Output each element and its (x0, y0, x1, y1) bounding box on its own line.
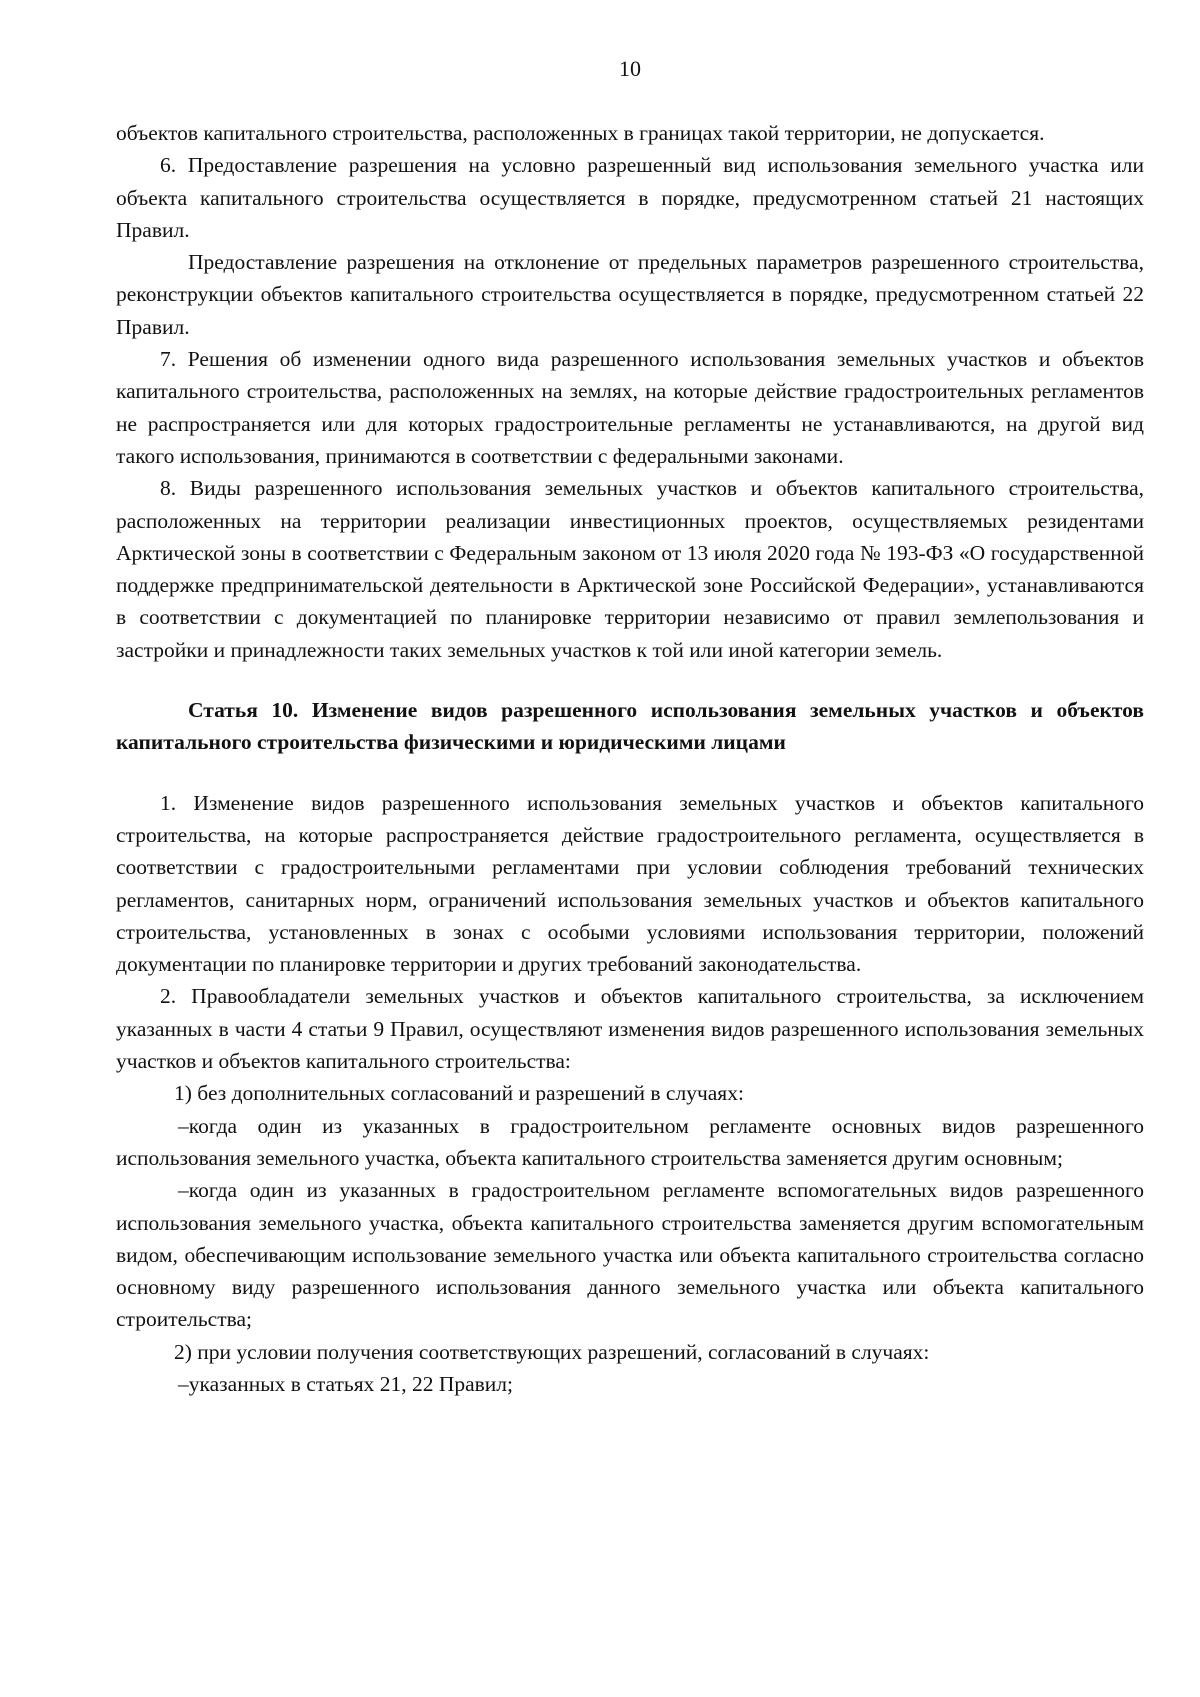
paragraph-item-6: 6. Предоставление разрешения на условно разрешенный вид использования земельного участка или объекта капитального строительства осуществляется в порядке, предусмотренном статьей 21 настоящих Правил. (116, 153, 1144, 242)
paragraph-item-8: 8. Виды разрешенного использования земельных участков и объектов капитального строительства, расположенных на территории реализации инвестиционных проектов, осуществляемых резидентами Арктической зоны в соответствии с Федеральным законом от 13 июля 2020 года № 193-ФЗ «О государственной поддержке предпринимательской деятельности в Арктической зоне Российской Федерации», устанавливаются в соответствии с документацией по планировке территории независимо от правил землепользования и застройки и принадлежности таких земельных участков к той или иной категории земель. (116, 476, 1144, 662)
article-dash-item-2: –когда один из указанных в градостроительном регламенте вспомогательных видов разрешенного использования земельного участка, объекта капитального строительства заменяется другим вспомогательным видом, обеспечивающим использование земельного участка или объекта капитального строительства согласно основному виду разрешенного использования данного земельного участка или объекта капитального строительства; (116, 1178, 1144, 1332)
paragraph-item-7: 7. Решения об изменении одного вида разрешенного использования земельных участков и объектов капитального строительства, расположенных на землях, на которые действие градостроительных регламентов не распространяется или для которых градостроительные регламенты не устанавливаются, на другой вид такого использования, принимаются в соответствии с федеральными законами. (116, 347, 1144, 468)
article-subitem-1: 1) без дополнительных согласований и разрешений в случаях: (174, 1081, 744, 1106)
article-paragraph-1: 1. Изменение видов разрешенного использования земельных участков и объектов капитального строительства, на которые распространяется действие градостроительного регламента, осуществляется в соответствии с градостроительными регламентами при условии соблюдения требований технических регламентов, санитарных норм, ограничений использования земельных участков и объектов капитального строительства, установленных в зонах с особыми условиями использования территории, положений документации по планировке территории и других требований законодательства. (116, 790, 1144, 977)
page-number: 10 (619, 56, 641, 81)
article-paragraph-2: 2. Правообладатели земельных участков и объектов капитального строительства, за исключением указанных в части 4 статьи 9 Правил, осуществляют изменения видов разрешенного использования земельных участков и объектов капитального строительства: (116, 984, 1144, 1074)
paragraph-deviation-permit: Предоставление разрешения на отклонение от предельных параметров разрешенного строительства, реконструкции объектов капитального строительства осуществляется в порядке, предусмотренном статьей 22 Правил. (116, 250, 1144, 339)
document-body (116, 117, 1144, 1400)
paragraph-continuation: объектов капитального строительства, расположенных в границах такой территории, не допускается. (116, 121, 1045, 145)
article-dash-item-3: –указанных в статьях 21, 22 Правил; (178, 1371, 514, 1396)
article-title: Статья 10. Изменение видов разрешенного использования земельных участков и объектов капитального строительства физическими и юридическими лицами (116, 698, 1144, 755)
article-subitem-2: 2) при условии получения соответствующих разрешений, согласований в случаях: (174, 1339, 930, 1364)
article-dash-item-1: –когда один из указанных в градостроительном регламенте основных видов разрешенного использования земельного участка, объекта капитального строительства заменяется другим основным; (116, 1113, 1144, 1170)
